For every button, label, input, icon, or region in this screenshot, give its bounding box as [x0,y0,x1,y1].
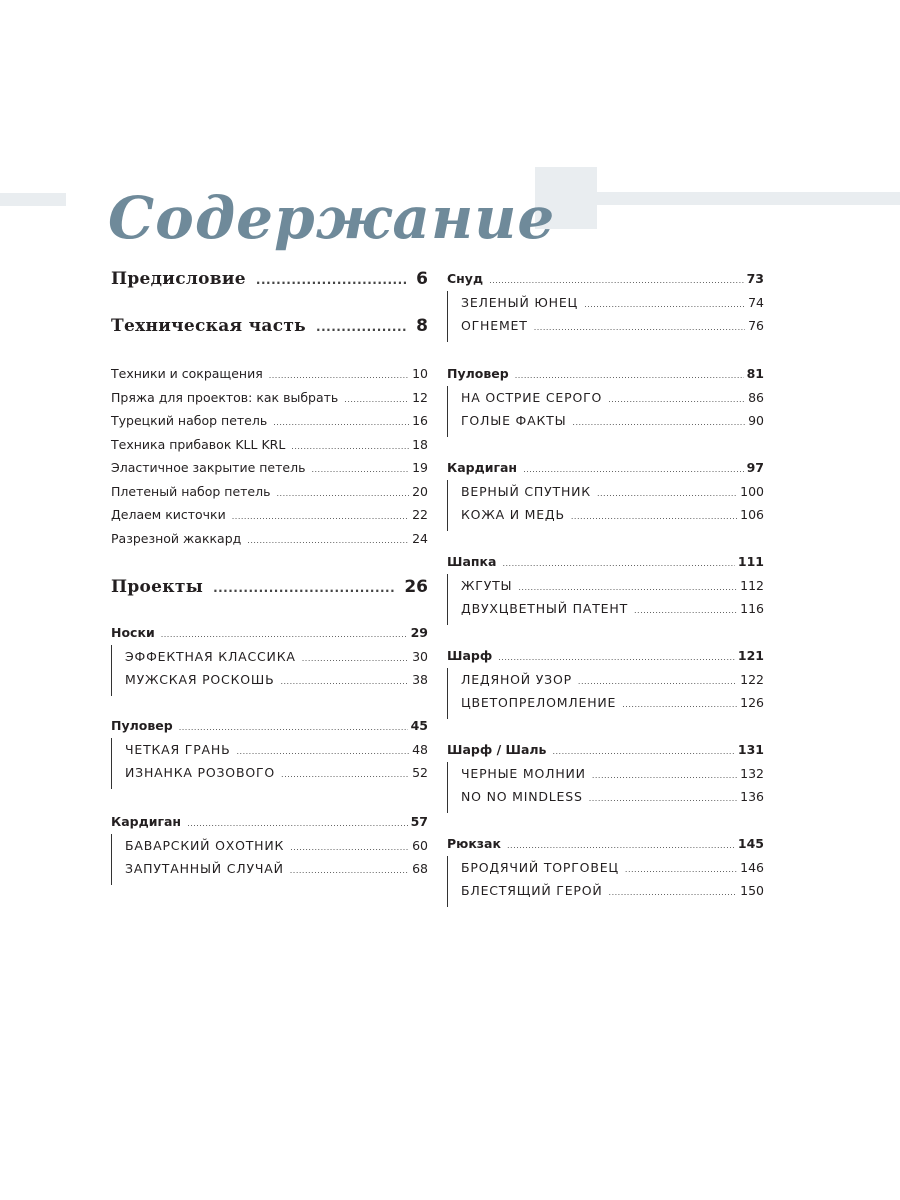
toc-section-page: 131 [737,742,764,757]
toc-project-item-label: ЗАПУТАННЫЙ СЛУЧАЙ [125,861,284,876]
toc-project-item-label: БРОДЯЧИЙ ТОРГОВЕЦ [461,859,619,875]
dot-leader [179,723,408,732]
toc-project-item-label: ВЕРНЫЙ СПУТНИК [461,483,591,499]
toc-entry-technique-page: 12 [412,389,428,405]
dot-leader [273,418,409,427]
toc-project-item-page: 74 [748,294,764,310]
dot-leader [280,677,409,686]
toc-project-item-page: 126 [740,695,764,710]
toc-project-item-page: 90 [748,413,764,428]
toc-entry-technical-label: Техническая часть [111,316,307,336]
toc-project-item[interactable] [461,507,764,522]
toc-entry-technique-page: 10 [412,366,428,381]
toc-project-item-label: БАВАРСКИЙ ОХОТНИК [125,837,285,853]
toc-project-item-page: 60 [412,837,428,853]
dot-leader [552,747,734,756]
toc-project-item-label: ЧЕТКАЯ ГРАНЬ [125,741,231,757]
toc-section-page: 29 [410,625,428,640]
toc-project-item[interactable] [125,742,428,757]
toc-project-item[interactable] [125,649,428,664]
toc-project-item[interactable] [125,765,428,780]
section-rule [447,574,448,625]
toc-project-item-page: 38 [412,672,428,687]
toc-section-label: Рюкзак [447,836,501,851]
toc-entry-technique-page: 19 [412,460,428,475]
toc-project-item-page: 30 [412,648,428,664]
toc-section[interactable] [447,366,764,381]
toc-entry-technique-page: 24 [412,530,428,546]
dot-leader [597,489,737,498]
dot-leader [634,606,737,615]
section-rule [447,762,448,813]
toc-section-label: Шарф [447,648,493,663]
toc-section-page: 45 [410,718,428,733]
toc-entry-technique-label: Делаем кисточки [111,507,226,522]
toc-section[interactable] [447,648,764,663]
toc-section[interactable] [447,271,764,286]
toc-project-item[interactable] [461,578,764,593]
toc-project-item-label: КОЖА И МЕДЬ [461,507,565,522]
dot-leader [609,888,738,897]
section-rule [447,291,448,342]
dot-leader [515,371,744,380]
toc-project-item-page: 150 [740,883,764,898]
dot-leader [291,442,409,451]
dot-leader [276,489,409,498]
toc-project-item[interactable] [461,295,764,310]
toc-section[interactable] [447,554,764,569]
toc-section[interactable] [447,742,764,757]
toc-project-item-page: 48 [412,741,428,757]
toc-entry-projects-page: 26 [404,577,428,597]
toc-entry-preface-page: 6 [416,269,428,289]
toc-entry-technique[interactable] [111,531,428,546]
dot-leader [247,536,409,545]
toc-entry-projects[interactable] [111,577,428,597]
toc-project-item-page: 100 [740,483,764,499]
dot-leader [589,794,737,803]
toc-entry-technique-label: Пряжа для проектов: как выбрать [111,389,339,405]
toc-project-item-page: 106 [740,507,764,522]
toc-project-item-label: ЦВЕТОПРЕЛОМЛЕНИЕ [461,695,617,710]
toc-project-item-label: ЗЕЛЕНЫЙ ЮНЕЦ [461,294,579,310]
toc-entry-projects-label: Проекты [111,577,204,597]
dot-leader [498,653,735,662]
toc-entry-technique-page: 20 [412,483,428,499]
dot-leader [534,323,745,332]
toc-entry-technique-label: Плетеный набор петель [111,483,271,499]
toc-project-item-page: 76 [748,318,764,333]
toc-entry-technique[interactable] [111,413,428,428]
toc-project-item[interactable] [461,695,764,710]
dot-leader [281,770,409,779]
section-rule [447,856,448,907]
toc-entry-technical[interactable] [111,316,428,336]
toc-entry-technique[interactable] [111,390,428,405]
dot-leader [572,418,745,427]
toc-entry-technique[interactable] [111,484,428,499]
dot-leader [256,273,408,287]
toc-section-page: 73 [746,271,764,286]
dot-leader [584,300,745,309]
dot-leader [608,395,745,404]
toc-section[interactable] [111,718,428,733]
toc-section-page: 97 [746,460,764,475]
toc-project-item-label: ИЗНАНКА РОЗОВОГО [125,765,276,780]
toc-project-item-label: ЖГУТЫ [461,577,513,593]
toc-project-item-page: 122 [740,671,764,687]
toc-project-item-label: БЛЕСТЯЩИЙ ГЕРОЙ [461,883,603,898]
toc-project-item[interactable] [461,883,764,898]
toc-entry-technique-label: Эластичное закрытие петель [111,460,306,475]
toc-entry-technique-label: Разрезной жаккард [111,530,242,546]
section-rule [447,480,448,531]
toc-section[interactable] [111,814,428,829]
section-rule [111,834,112,885]
toc-section-label: Носки [111,625,155,640]
toc-entry-technique-page: 18 [412,436,428,452]
toc-project-item[interactable] [461,413,764,428]
dot-leader [302,654,409,663]
toc-project-item-page: 132 [740,765,764,781]
page-title: Содержание [108,183,556,252]
toc-section-page: 145 [737,836,764,851]
toc-project-item[interactable] [125,861,428,876]
dot-leader [161,630,408,639]
toc-section-label: Кардиган [111,814,182,829]
toc-project-item[interactable] [461,601,764,616]
dot-leader [311,465,409,474]
toc-entry-technique-label: Турецкий набор петель [111,413,268,428]
section-rule [447,668,448,719]
dot-leader [518,583,737,592]
toc-entry-technique-page: 22 [412,507,428,522]
toc-entry-technical-page: 8 [416,316,428,336]
toc-project-item-label: ЭФФЕКТНАЯ КЛАССИКА [125,648,296,664]
dot-leader [625,865,737,874]
toc-project-item-label: ЛЕДЯНОЙ УЗОР [461,671,572,687]
toc-project-item-label: ДВУХЦВЕТНЫЙ ПАТЕНТ [461,601,629,616]
dot-leader [290,866,409,875]
toc-project-item[interactable] [125,838,428,853]
toc-section-label: Кардиган [447,460,518,475]
toc-project-item-label: ГОЛЫЕ ФАКТЫ [461,413,567,428]
toc-project-item-label: ЧЕРНЫЕ МОЛНИИ [461,765,586,781]
toc-project-item-page: 112 [740,577,764,593]
toc-project-item[interactable] [461,484,764,499]
toc-project-item[interactable] [461,789,764,804]
toc-section-page: 57 [410,814,428,829]
toc-section[interactable] [111,625,428,640]
toc-section[interactable] [447,836,764,851]
toc-project-item[interactable] [461,860,764,875]
section-rule [111,645,112,696]
dot-leader [622,700,737,709]
toc-project-item-label: ОГНЕМЕТ [461,318,528,333]
toc-project-item-label: МУЖСКАЯ РОСКОШЬ [125,672,275,687]
toc-entry-technique[interactable] [111,460,428,475]
dot-leader [578,677,737,686]
section-rule [111,738,112,789]
toc-project-item-label: NO NO MINDLESS [461,789,583,804]
dot-leader [507,841,735,850]
toc-project-item-page: 86 [748,389,764,405]
toc-entry-technique-label: Техника прибавок KLL KRL [111,436,286,452]
dot-leader [232,512,409,521]
dot-leader [269,371,409,380]
toc-project-item[interactable] [461,672,764,687]
toc-entry-preface-label: Предисловие [111,269,246,289]
toc-project-item[interactable] [461,766,764,781]
toc-project-item-page: 136 [740,789,764,804]
dot-leader [571,512,737,521]
toc-project-item-label: НА ОСТРИЕ СЕРОГО [461,389,603,405]
dot-leader [489,276,744,285]
dot-leader [236,747,409,756]
toc-project-item-page: 116 [740,601,764,616]
dot-leader [344,395,409,404]
toc-section-label: Шапка [447,554,497,569]
decor-bar-left [0,193,66,206]
toc-entry-preface[interactable] [111,269,428,289]
toc-section-page: 111 [737,554,764,569]
toc-entry-technique-label: Техники и сокращения [111,366,263,381]
dot-leader [316,320,408,334]
toc-section-label: Шарф / Шаль [447,742,547,757]
toc-section-label: Пуловер [111,718,173,733]
toc-section-label: Снуд [447,271,484,286]
section-rule [447,386,448,437]
toc-entry-technique[interactable] [111,366,428,381]
dot-leader [502,559,734,568]
toc-section-page: 121 [737,648,764,663]
toc-project-item[interactable] [461,318,764,333]
toc-project-item-page: 68 [412,861,428,876]
toc-project-item-page: 52 [412,765,428,780]
toc-entry-technique-page: 16 [412,413,428,428]
toc-section-label: Пуловер [447,366,509,381]
dot-leader [187,819,408,828]
decor-bar-right [597,192,900,205]
toc-project-item-page: 146 [740,859,764,875]
dot-leader [290,843,409,852]
dot-leader [592,771,737,780]
toc-project-item[interactable] [125,672,428,687]
toc-section[interactable] [447,460,764,475]
toc-entry-technique[interactable] [111,437,428,452]
toc-project-item[interactable] [461,390,764,405]
dot-leader [523,465,744,474]
dot-leader [213,581,396,595]
toc-section-page: 81 [746,366,764,381]
toc-entry-technique[interactable] [111,507,428,522]
